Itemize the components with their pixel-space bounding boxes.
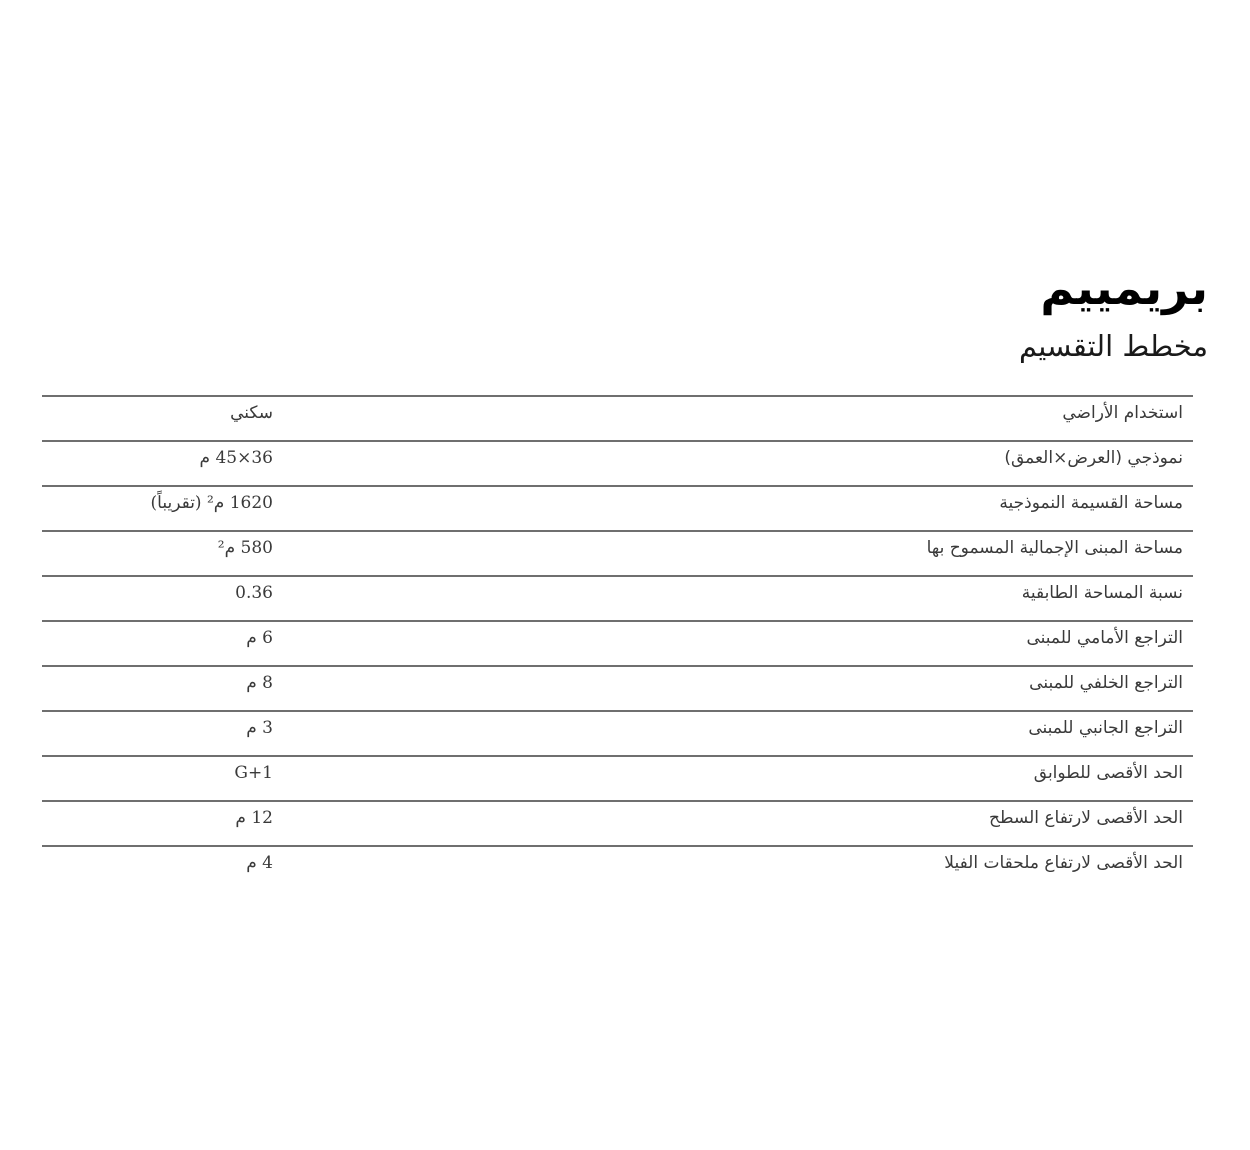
spec-label: التراجع الأمامي للمبنى — [1026, 628, 1183, 648]
page-subtitle: مخطط التقسيم — [1018, 329, 1208, 363]
spec-value: 6 م — [246, 628, 273, 648]
spec-value: 4 م — [246, 853, 273, 873]
spec-label: الحد الأقصى للطوابق — [1033, 763, 1183, 783]
spec-value: 36×45 م — [199, 448, 273, 468]
page-title: بريمييم — [1040, 261, 1208, 315]
spec-row-side-setback — [42, 712, 1193, 757]
spec-label: مساحة المبنى الإجمالية المسموح بها — [926, 538, 1183, 558]
spec-value: 8 م — [246, 673, 273, 693]
spec-row-gross-floor-area — [42, 532, 1193, 577]
spec-row-rear-setback — [42, 667, 1193, 712]
spec-label: نسبة المساحة الطابقية — [1021, 583, 1183, 603]
spec-label: التراجع الخلفي للمبنى — [1029, 673, 1183, 693]
spec-value: 0.36 — [235, 583, 273, 603]
spec-value: 1620 م² (تقريباً) — [150, 493, 273, 513]
spec-row-max-floors — [42, 757, 1193, 802]
spec-label: الحد الأقصى لارتفاع ملحقات الفيلا — [944, 853, 1183, 873]
spec-row-plot-area — [42, 487, 1193, 532]
spec-value: 12 م — [235, 808, 273, 828]
spec-row-typical-dimensions — [42, 442, 1193, 487]
spec-label: استخدام الأراضي — [1062, 403, 1183, 423]
spec-label: نموذجي (العرض×العمق) — [1004, 448, 1183, 468]
spec-row-front-setback — [42, 622, 1193, 667]
spec-row-land-use — [42, 397, 1193, 442]
spec-row-floor-area-ratio — [42, 577, 1193, 622]
spec-value: 580 م² — [217, 538, 273, 558]
page-header — [1019, 258, 1208, 368]
spec-value: G+1 — [234, 763, 273, 783]
spec-row-max-annex-height — [42, 847, 1193, 890]
spec-label: التراجع الجانبي للمبنى — [1028, 718, 1183, 738]
spec-value: 3 م — [246, 718, 273, 738]
spec-value: سكني — [230, 403, 273, 423]
spec-row-max-roof-height — [42, 802, 1193, 847]
spec-label: الحد الأقصى لارتفاع السطح — [988, 808, 1183, 828]
spec-label: مساحة القسيمة النموذجية — [999, 493, 1183, 513]
zoning-spec-table — [42, 395, 1193, 890]
